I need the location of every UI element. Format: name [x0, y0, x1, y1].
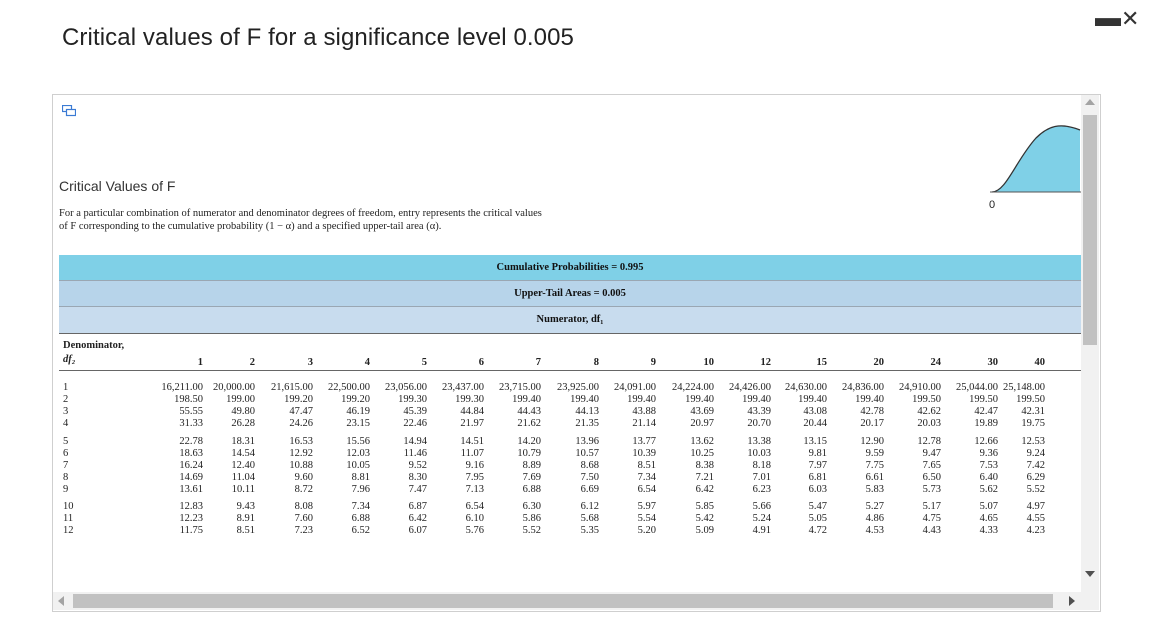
table-cell: 199.50 [969, 394, 998, 405]
table-cell: 12.53 [1021, 436, 1045, 447]
table-cell: 7.97 [808, 460, 827, 471]
table-cell: 6.69 [580, 484, 599, 495]
table-cell: 7.47 [408, 484, 427, 495]
table-cell: 42.62 [917, 406, 941, 417]
table-cell: 22.78 [179, 436, 203, 447]
table-cell: 14.20 [517, 436, 541, 447]
table-cell: 199.40 [570, 394, 599, 405]
upper-tail-areas-band: Upper-Tail Areas = 0.005 [59, 281, 1081, 307]
table-cell: 6.88 [351, 513, 370, 524]
table-cell: 21.35 [575, 418, 599, 429]
table-cell: 7.42 [1026, 460, 1045, 471]
column-header: 9 [650, 357, 656, 368]
table-cell: 4.33 [979, 525, 998, 536]
column-header: 7 [535, 357, 541, 368]
table-cell: 5.66 [752, 501, 771, 512]
horizontal-scrollbar[interactable] [53, 592, 1081, 610]
table-cell: 7.13 [465, 484, 484, 495]
table-cell: 22,500.00 [328, 382, 370, 393]
table-cell: 13.96 [575, 436, 599, 447]
table-cell: 43.88 [632, 406, 656, 417]
table-cell: 11.46 [403, 448, 427, 459]
table-cell: 9.24 [1026, 448, 1045, 459]
table-cell: 13.77 [632, 436, 656, 447]
table-cell: 5.42 [695, 513, 714, 524]
table-cell: 8.18 [752, 460, 771, 471]
table-cell: 45.39 [403, 406, 427, 417]
table-cell: 49.80 [231, 406, 255, 417]
table-cell: 31.33 [179, 418, 203, 429]
table-cell: 9.16 [465, 460, 484, 471]
table-cell: 6.12 [580, 501, 599, 512]
table-cell: 9.59 [865, 448, 884, 459]
table-cell: 20.70 [747, 418, 771, 429]
table-cell: 46.19 [346, 406, 370, 417]
table-cell: 8.08 [294, 501, 313, 512]
table-cell: 198.50 [174, 394, 203, 405]
table-cell: 9.60 [294, 472, 313, 483]
table-cell: 5.09 [695, 525, 714, 536]
table-cell: 7.21 [695, 472, 714, 483]
table-cell: 12.78 [917, 436, 941, 447]
table-cell: 20.97 [690, 418, 714, 429]
table-cell: 20.03 [917, 418, 941, 429]
table-cell: 199.50 [1016, 394, 1045, 405]
table-cell: 14.94 [403, 436, 427, 447]
column-header: 12 [760, 357, 771, 368]
table-cell: 18.63 [179, 448, 203, 459]
table-cell: 7.69 [522, 472, 541, 483]
horizontal-scroll-thumb[interactable] [73, 594, 1053, 608]
table-cell: 43.39 [747, 406, 771, 417]
table-cell: 5.17 [922, 501, 941, 512]
scroll-down-arrow-icon[interactable] [1085, 571, 1095, 577]
table-cell: 4.23 [1026, 525, 1045, 536]
table-cell: 10.05 [346, 460, 370, 471]
table-cell: 5.73 [922, 484, 941, 495]
table-cell: 9.43 [236, 501, 255, 512]
table-cell: 16.24 [179, 460, 203, 471]
table-header-rule [59, 370, 1081, 371]
document-heading: Critical Values of F [59, 178, 176, 194]
table-cell: 7.60 [294, 513, 313, 524]
table-cell: 44.13 [575, 406, 599, 417]
table-cell: 8.30 [408, 472, 427, 483]
table-cell: 8.72 [294, 484, 313, 495]
table-cell: 6.88 [522, 484, 541, 495]
table-cell: 24,091.00 [614, 382, 656, 393]
table-cell: 4.53 [865, 525, 884, 536]
table-cell: 18.31 [231, 436, 255, 447]
table-cell: 25,148.00 [1003, 382, 1045, 393]
column-header: 20 [873, 357, 884, 368]
scroll-up-arrow-icon[interactable] [1085, 99, 1095, 105]
table-cell: 6.40 [979, 472, 998, 483]
table-cell: 24,630.00 [785, 382, 827, 393]
vertical-scroll-thumb[interactable] [1083, 115, 1097, 345]
table-cell: 44.43 [517, 406, 541, 417]
table-cell: 24,224.00 [672, 382, 714, 393]
table-cell: 199.40 [798, 394, 827, 405]
table-cell: 8.38 [695, 460, 714, 471]
cumulative-probabilities-band: Cumulative Probabilities = 0.995 [59, 255, 1081, 281]
table-cell: 5.27 [865, 501, 884, 512]
table-cell: 8.68 [580, 460, 599, 471]
table-cell: 199.40 [685, 394, 714, 405]
table-cell: 10.57 [575, 448, 599, 459]
table-cell: 20.17 [860, 418, 884, 429]
table-cell: 21.62 [517, 418, 541, 429]
column-header: 2 [249, 357, 255, 368]
table-cell: 11.04 [231, 472, 255, 483]
table-cell: 7.34 [351, 501, 370, 512]
table-cell: 12.92 [289, 448, 313, 459]
row-df2-label: 11 [63, 513, 74, 524]
table-cell: 10.25 [690, 448, 714, 459]
table-cell: 6.42 [408, 513, 427, 524]
table-cell: 4.43 [922, 525, 941, 536]
table-cell: 10.11 [231, 484, 255, 495]
table-cell: 8.51 [236, 525, 255, 536]
column-header: 4 [364, 357, 370, 368]
table-cell: 12.23 [179, 513, 203, 524]
table-cell: 6.23 [752, 484, 771, 495]
minimize-button[interactable]: ▬ [1095, 2, 1121, 32]
table-cell: 4.86 [865, 513, 884, 524]
table-cell: 16.53 [289, 436, 313, 447]
table-cell: 5.97 [637, 501, 656, 512]
row-df2-label: 3 [63, 406, 69, 417]
table-cell: 24,426.00 [729, 382, 771, 393]
scroll-right-arrow-icon[interactable] [1069, 596, 1075, 606]
table-cell: 5.76 [465, 525, 484, 536]
table-cell: 8.91 [236, 513, 255, 524]
table-cell: 199.40 [855, 394, 884, 405]
table-cell: 13.15 [803, 436, 827, 447]
row-df2-label: 8 [63, 472, 69, 483]
table-cell: 5.83 [865, 484, 884, 495]
vertical-scrollbar[interactable] [1081, 95, 1099, 592]
table-cell: 10.88 [289, 460, 313, 471]
table-cell: 12.83 [179, 501, 203, 512]
document-description [59, 207, 759, 233]
row-df2-label: 2 [63, 394, 69, 405]
table-cell: 21.97 [460, 418, 484, 429]
table-cell: 47.47 [289, 406, 313, 417]
table-cell: 23,715.00 [499, 382, 541, 393]
table-cell: 199.50 [912, 394, 941, 405]
table-cell: 19.75 [1021, 418, 1045, 429]
table-cell: 8.89 [522, 460, 541, 471]
table-cell: 24,910.00 [899, 382, 941, 393]
table-cell: 199.40 [742, 394, 771, 405]
table-cell: 14.69 [179, 472, 203, 483]
dialog-title: Critical values of F for a significance level 0.005 [62, 24, 575, 51]
table-cell: 16,211.00 [161, 382, 203, 393]
table-cell: 7.34 [637, 472, 656, 483]
row-df2-label: 4 [63, 418, 69, 429]
table-cell: 4.75 [922, 513, 941, 524]
table-cell: 22.46 [403, 418, 427, 429]
column-header: 30 [987, 357, 998, 368]
table-cell: 199.20 [341, 394, 370, 405]
table-cell: 199.20 [284, 394, 313, 405]
row-df2-label: 12 [63, 525, 74, 536]
table-cell: 5.86 [522, 513, 541, 524]
table-cell: 13.61 [179, 484, 203, 495]
row-df2-label: 9 [63, 484, 69, 495]
description-line-1: For a particular combination of numerator and denominator degrees of freedom, entry represents the critical values [59, 208, 542, 219]
table-cell: 19.89 [974, 418, 998, 429]
curve-zero-label: 0 [989, 199, 996, 211]
table-cell: 7.50 [580, 472, 599, 483]
table-cell: 6.81 [808, 472, 827, 483]
table-cell: 23.15 [346, 418, 370, 429]
table-cell: 199.30 [398, 394, 427, 405]
document-viewport [53, 95, 1081, 592]
table-cell: 7.96 [351, 484, 370, 495]
table-cell: 10.79 [517, 448, 541, 459]
table-cell: 5.85 [695, 501, 714, 512]
table-cell: 6.87 [408, 501, 427, 512]
denominator-label-line-1: Denominator, [63, 340, 125, 351]
table-cell: 13.62 [690, 436, 714, 447]
column-header: 40 [1034, 357, 1045, 368]
table-cell: 6.61 [865, 472, 884, 483]
f-distribution-curve-icon [988, 120, 1081, 212]
table-cell: 24.26 [289, 418, 313, 429]
table-cell: 15.56 [346, 436, 370, 447]
table-cell: 6.03 [808, 484, 827, 495]
column-header: 5 [421, 357, 427, 368]
row-df2-label: 5 [63, 436, 69, 447]
table-cell: 43.69 [690, 406, 714, 417]
table-cell: 26.28 [231, 418, 255, 429]
table-cell: 13.38 [747, 436, 771, 447]
table-cell: 9.52 [408, 460, 427, 471]
denominator-label-line-2: df₂ [63, 354, 76, 365]
table-cell: 6.54 [465, 501, 484, 512]
column-header: 3 [307, 357, 313, 368]
table-cell: 12.90 [860, 436, 884, 447]
table-cell: 5.07 [979, 501, 998, 512]
table-cell: 5.52 [1026, 484, 1045, 495]
table-cell: 6.54 [637, 484, 656, 495]
row-df2-label: 10 [63, 501, 74, 512]
table-cell: 4.55 [1026, 513, 1045, 524]
table-cell: 5.24 [752, 513, 771, 524]
table-cell: 21.14 [632, 418, 656, 429]
table-cell: 23,437.00 [442, 382, 484, 393]
popout-icon[interactable] [62, 105, 76, 117]
table-cell: 8.81 [351, 472, 370, 483]
row-df2-label: 7 [63, 460, 69, 471]
table-cell: 6.30 [522, 501, 541, 512]
table-cell: 10.03 [747, 448, 771, 459]
table-cell: 4.91 [752, 525, 771, 536]
table-cell: 42.31 [1021, 406, 1045, 417]
table-cell: 7.95 [465, 472, 484, 483]
scrollbar-corner [1081, 592, 1099, 610]
table-cell: 6.07 [408, 525, 427, 536]
table-cell: 44.84 [460, 406, 484, 417]
description-line-2: of F corresponding to the cumulative probability (1 − α) and a specified upper-tail area (α). [59, 221, 442, 232]
table-cell: 5.47 [808, 501, 827, 512]
table-cell: 199.30 [455, 394, 484, 405]
column-header: 15 [816, 357, 827, 368]
table-cell: 23,056.00 [385, 382, 427, 393]
table-cell: 5.54 [637, 513, 656, 524]
column-header: 6 [478, 357, 484, 368]
table-cell: 7.01 [752, 472, 771, 483]
table-cell: 4.65 [979, 513, 998, 524]
table-cell: 199.40 [512, 394, 541, 405]
row-df2-label: 1 [63, 382, 69, 393]
table-cell: 12.03 [346, 448, 370, 459]
table-cell: 42.78 [860, 406, 884, 417]
scroll-left-arrow-icon[interactable] [58, 596, 64, 606]
table-cell: 11.75 [179, 525, 203, 536]
table-cell: 5.62 [979, 484, 998, 495]
table-cell: 14.51 [460, 436, 484, 447]
column-header: 1 [197, 357, 203, 368]
table-cell: 7.53 [979, 460, 998, 471]
table-cell: 5.20 [637, 525, 656, 536]
table-cell: 6.50 [922, 472, 941, 483]
table-cell: 9.81 [808, 448, 827, 459]
table-cell: 4.97 [1026, 501, 1045, 512]
table-cell: 5.05 [808, 513, 827, 524]
table-cell: 25,044.00 [956, 382, 998, 393]
table-cell: 6.52 [351, 525, 370, 536]
document-viewer [52, 94, 1101, 612]
table-cell: 43.08 [803, 406, 827, 417]
table-cell: 5.52 [522, 525, 541, 536]
table-cell: 5.68 [580, 513, 599, 524]
table-cell: 14.54 [231, 448, 255, 459]
table-cell: 11.07 [460, 448, 484, 459]
table-cell: 55.55 [179, 406, 203, 417]
table-cell: 24,836.00 [842, 382, 884, 393]
table-cell: 7.65 [922, 460, 941, 471]
table-cell: 7.75 [865, 460, 884, 471]
table-cell: 42.47 [974, 406, 998, 417]
table-cell: 20,000.00 [213, 382, 255, 393]
table-cell: 12.66 [974, 436, 998, 447]
table-cell: 12.40 [231, 460, 255, 471]
table-cell: 5.35 [580, 525, 599, 536]
table-cell: 23,925.00 [557, 382, 599, 393]
table-cell: 199.00 [226, 394, 255, 405]
table-cell: 20.44 [803, 418, 827, 429]
table-cell: 9.36 [979, 448, 998, 459]
table-cell: 199.40 [627, 394, 656, 405]
table-cell: 6.10 [465, 513, 484, 524]
table-cell: 6.29 [1026, 472, 1045, 483]
table-cell: 7.23 [294, 525, 313, 536]
table-cell: 4.72 [808, 525, 827, 536]
row-df2-label: 6 [63, 448, 69, 459]
table-cell: 6.42 [695, 484, 714, 495]
column-header: 10 [703, 357, 714, 368]
table-cell: 9.47 [922, 448, 941, 459]
numerator-band: Numerator, df₁ [59, 307, 1081, 334]
table-cell: 8.51 [637, 460, 656, 471]
table-cell: 21,615.00 [271, 382, 313, 393]
close-button[interactable]: ✕ [1121, 6, 1140, 31]
denominator-label [63, 339, 124, 367]
column-header: 24 [930, 357, 941, 368]
table-cell: 10.39 [632, 448, 656, 459]
column-header: 8 [593, 357, 599, 368]
